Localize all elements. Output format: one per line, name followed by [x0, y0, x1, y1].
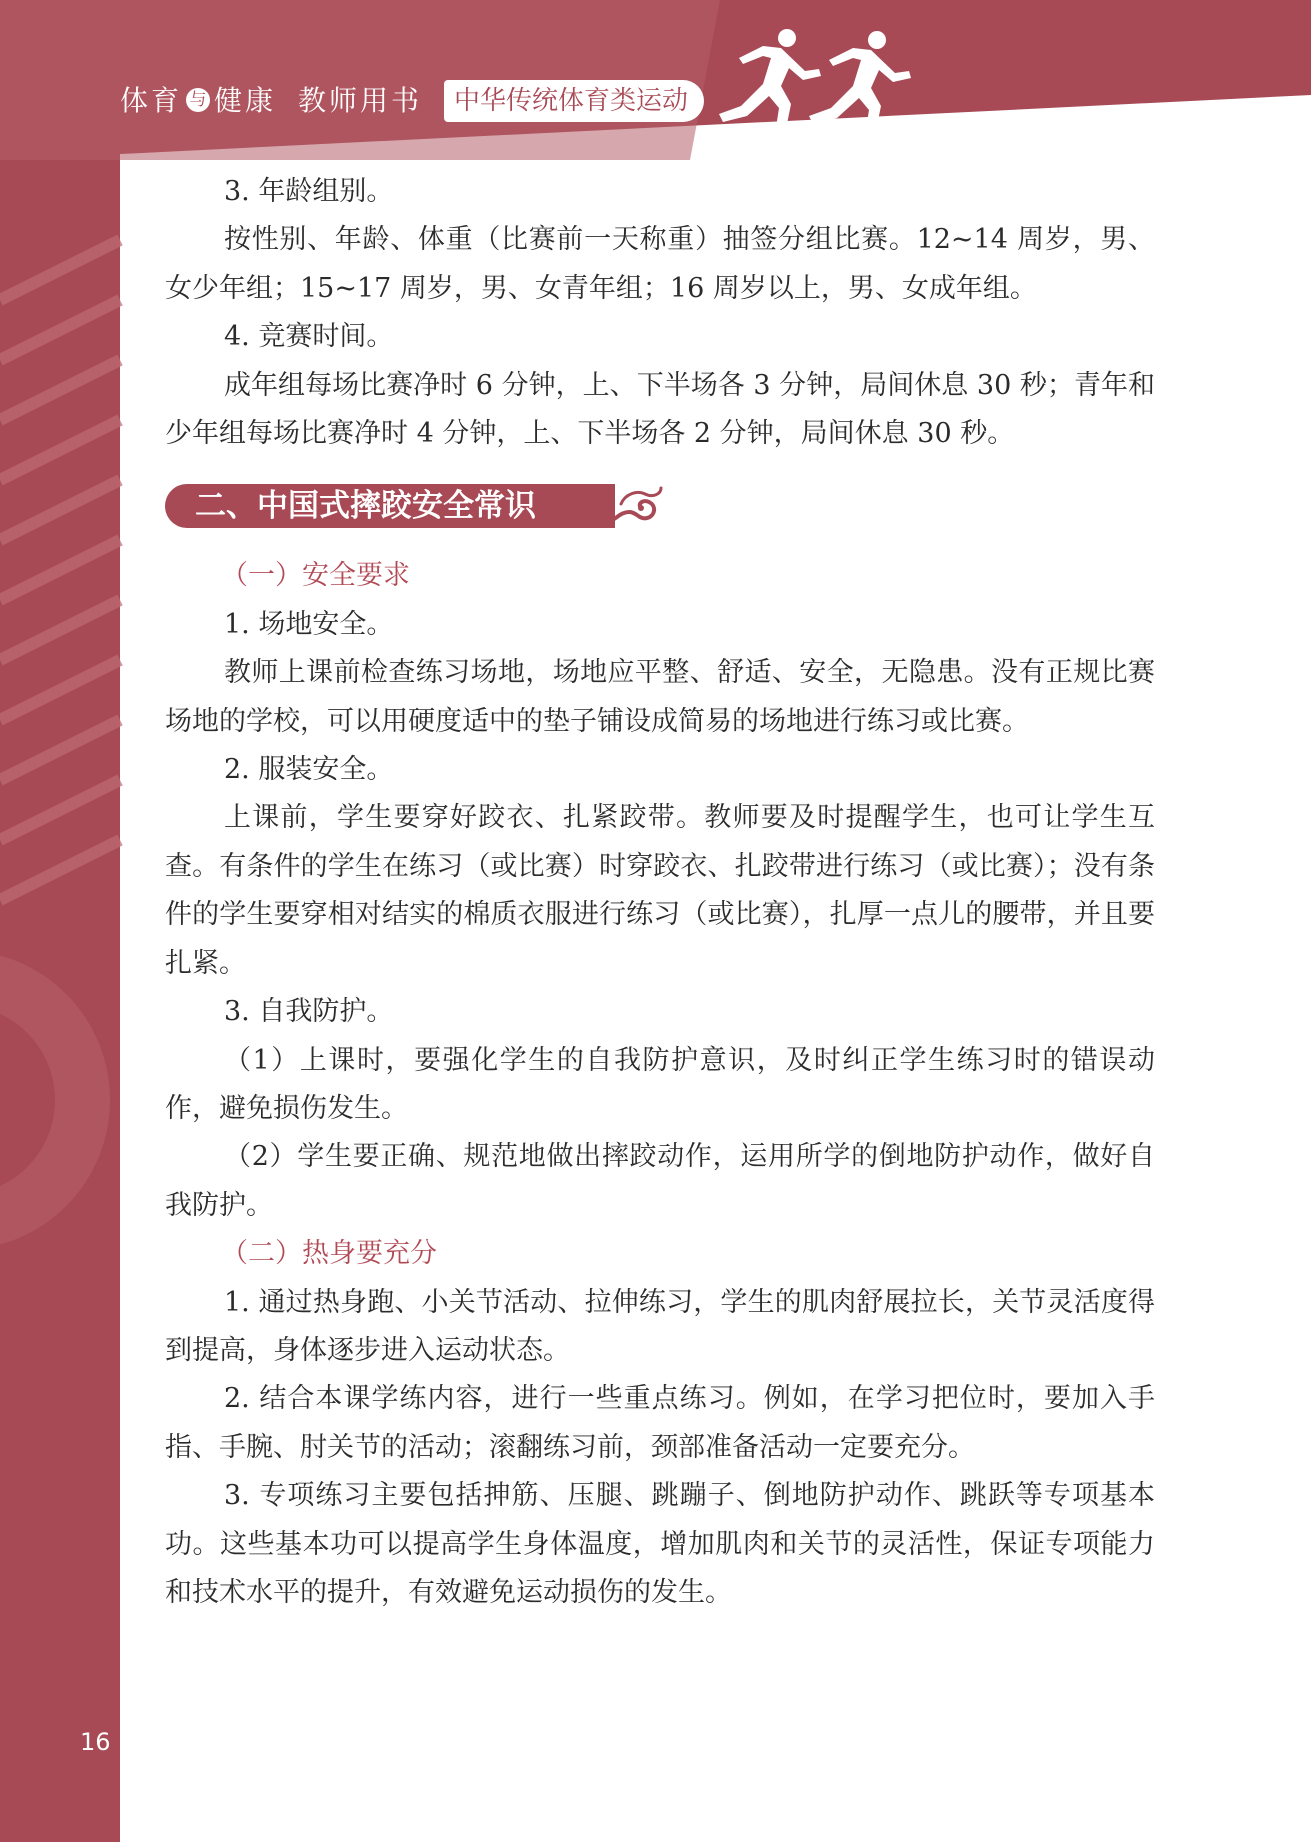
self-protection-item-2: （2）学生要正确、规范地做出摔跤动作，运用所学的倒地防护动作，做好自我防护。	[165, 1141, 1155, 1221]
book-title-connector: 与	[186, 88, 210, 112]
self-protection-item-1: （1）上课时，要强化学生的自我防护意识，及时纠正学生练习时的错误动作，避免损伤发生。	[165, 1044, 1155, 1124]
self-protection-heading: 3. 自我防护。	[224, 996, 394, 1028]
section-title: 二、中国式摔跤安全常识	[195, 488, 536, 525]
age-group-text: 按性别、年龄、体重（比赛前一天称重）抽签分组比赛。12~14 周岁，男、女少年组；15~17 周岁，男、女青年组；16 周岁以上，男、女成年组。	[165, 224, 1155, 304]
age-group-heading: 3. 年龄组别。	[224, 176, 394, 207]
subsection-warm-up: （二）热身要充分	[221, 1238, 437, 1270]
warm-up-item-1: 1. 通过热身跑、小关节活动、拉伸练习，学生的肌肉舒展拉长，关节灵活度得到提高，身体逐步进入运动状态。	[165, 1286, 1155, 1366]
book-title-part1: 体育	[120, 84, 183, 117]
subsection-safety-requirements: （一）安全要求	[221, 560, 410, 592]
cloud-ornament-icon	[601, 482, 665, 530]
section-banner	[165, 482, 1155, 530]
match-time-heading: 4. 竞赛时间。	[224, 321, 394, 353]
page-number: 16	[80, 1728, 111, 1756]
clothing-safety-text: 上课前，学生要穿好跤衣、扎紧跤带。教师要及时提醒学生，也可让学生互查。有条件的学生在练习（或比赛）时穿跤衣、扎跤带进行练习（或比赛）；没有条件的学生要穿相对结实的棉质衣服进行练习（或比赛），扎厚一点儿的腰带，并且要扎紧。	[165, 802, 1155, 979]
unit-label: 中华传统体育类运动	[444, 80, 704, 122]
book-title-part2: 健康	[214, 84, 277, 117]
page-header	[0, 0, 1311, 160]
clothing-safety-heading: 2. 服装安全。	[224, 754, 394, 786]
book-title-part3: 教师用书	[298, 84, 423, 117]
match-time-text: 成年组每场比赛净时 6 分钟，上、下半场各 3 分钟，局间休息 30 秒；青年和少年组每场比赛净时 4 分钟，上、下半场各 2 分钟，局间休息 30 秒。	[165, 369, 1155, 450]
book-title	[120, 80, 422, 122]
warm-up-item-3: 3. 专项练习主要包括抻筋、压腿、跳蹦子、倒地防护动作、跳跃等专项基本功。这些基本功可以提高学生身体温度，增加肌肉和关节的灵活性，保证专项能力和技术水平的提升，有效避免运动损伤的发生。	[165, 1480, 1155, 1608]
venue-safety-heading: 1. 场地安全。	[224, 608, 394, 640]
runners-icon	[705, 22, 925, 137]
warm-up-item-2: 2. 结合本课学练内容，进行一些重点练习。例如，在学习把位时，要加入手指、手腕、肘关节的活动；滚翻练习前，颈部准备活动一定要充分。	[165, 1383, 1155, 1463]
main-content	[165, 168, 1155, 1617]
venue-safety-text: 教师上课前检查练习场地，场地应平整、舒适、安全，无隐患。没有正规比赛场地的学校，可以用硬度适中的垫子铺设成简易的场地进行练习或比赛。	[165, 657, 1155, 737]
